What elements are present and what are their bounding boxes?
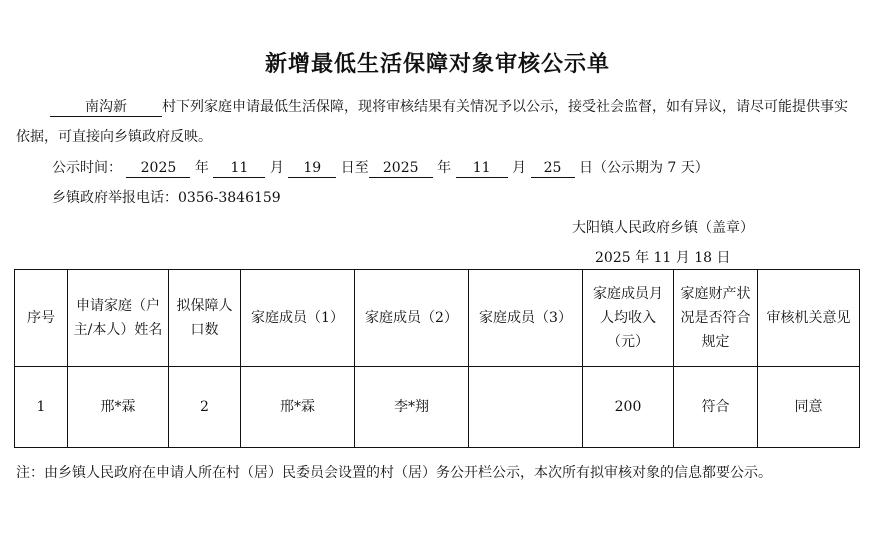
table-header-row <box>15 270 860 367</box>
start-month-unit: 月 <box>269 160 284 176</box>
period-label: 公示时间： <box>52 160 122 176</box>
end-month-unit: 月 <box>512 160 527 176</box>
intro-text: 村下列家庭申请最低生活保障，现将审核结果有关情况予以公示，接受社会监督，如有异议，请尽可能提供事实依据，可直接向乡镇政府反映。 <box>16 99 848 145</box>
header-member-3: 家庭成员（3） <box>469 270 583 367</box>
header-income: 家庭成员月人均收入（元） <box>583 270 674 367</box>
report-phone <box>52 188 281 208</box>
header-member-1: 家庭成员（1） <box>241 270 355 367</box>
phone-label: 乡镇政府举报电话： <box>52 190 178 206</box>
header-member-2: 家庭成员（2） <box>355 270 469 367</box>
cell-property: 符合 <box>674 367 758 448</box>
phone-number: 0356-3846159 <box>178 190 281 206</box>
header-opinion: 审核机关意见 <box>758 270 860 367</box>
page-title: 新增最低生活保障对象审核公示单 <box>264 52 610 77</box>
start-year: 2025 <box>126 159 190 178</box>
period-to: 至 <box>354 160 369 176</box>
cell-member-3 <box>469 367 583 448</box>
end-year-unit: 年 <box>437 160 452 176</box>
start-day-unit: 日 <box>340 160 355 176</box>
cell-applicant: 邢*霖 <box>68 367 169 448</box>
intro-paragraph <box>16 92 861 152</box>
end-year: 2025 <box>369 159 433 178</box>
header-property: 家庭财产状况是否符合规定 <box>674 270 758 367</box>
issuer: 大阳镇人民政府乡镇（盖章） <box>572 220 754 236</box>
cell-income: 200 <box>583 367 674 448</box>
cell-index: 1 <box>15 367 68 448</box>
cell-member-1: 邢*霖 <box>241 367 355 448</box>
period-note: 日（公示期为 7 天） <box>578 160 709 176</box>
issue-date: 2025 年 11 月 18 日 <box>595 250 731 266</box>
header-index: 序号 <box>15 270 68 367</box>
footnote: 注：由乡镇人民政府在申请人所在村（居）民委员会设置的村（居）务公开栏公示，本次所有拟审核对象的信息都要公示。 <box>16 465 772 481</box>
header-persons: 拟保障人口数 <box>169 270 241 367</box>
start-day: 19 <box>288 159 336 178</box>
header-applicant: 申请家庭（户主/本人）姓名 <box>68 270 169 367</box>
start-month: 11 <box>213 159 265 178</box>
end-month: 11 <box>456 159 508 178</box>
table-row <box>15 367 860 448</box>
village-name: 南沟新 <box>50 98 162 117</box>
cell-member-2: 李*翔 <box>355 367 469 448</box>
recipient-table <box>14 269 860 448</box>
end-day: 25 <box>531 159 575 178</box>
start-year-unit: 年 <box>194 160 209 176</box>
publicity-period <box>52 158 709 178</box>
cell-persons: 2 <box>169 367 241 448</box>
cell-opinion: 同意 <box>758 367 860 448</box>
